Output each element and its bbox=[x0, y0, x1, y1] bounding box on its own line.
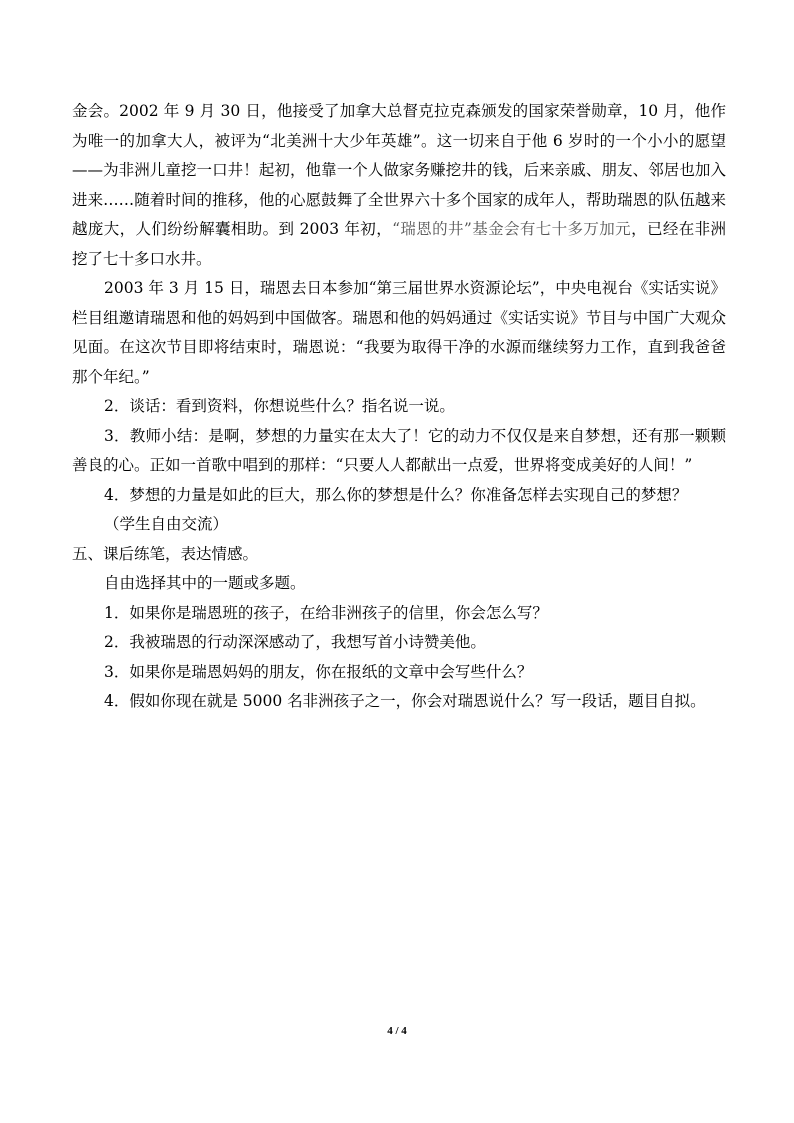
page-number: 4 / 4 bbox=[387, 1025, 407, 1037]
paragraph-foundation-summary bbox=[72, 97, 726, 274]
paragraph-student-exchange: （学生自由交流） bbox=[104, 515, 229, 533]
exercise-item-2: 2．我被瑞恩的行动深深感动了，我想写首小诗赞美他。 bbox=[104, 633, 486, 651]
paragraph-choose-topics: 自由选择其中的一题或多题。 bbox=[104, 574, 306, 592]
paragraph-item-3-summary: 3．教师小结：是啊，梦想的力量实在太大了！它的动力不仅仅是来自梦想，还有那一颗颗善良的心。正如一首歌中唱到的那样：“只要人人都献出一点爱，世界将变成美好的人间！” bbox=[72, 426, 726, 474]
section-heading-five: 五、课后练笔，表达情感。 bbox=[72, 544, 259, 563]
text-span: ，已经在非洲挖了七十多口水井。 bbox=[72, 220, 726, 268]
exercise-item-3: 3．如果你是瑞恩妈妈的朋友，你在报纸的文章中会写些什么？ bbox=[104, 662, 533, 681]
paragraph-cctv-visit: 2003 年 3 月 15 日，瑞恩去日本参加“第三届世界水资源论坛”，中央电视台《实话实说》栏目组邀请瑞恩和他的妈妈到中国做客。瑞恩和他的妈妈通过《实话实说》节目与中国广大观众见面。在这次节目即将结束时，瑞恩说：“我要为取得干净的水源而继续努力工作，直到我爸爸那个年纪。” bbox=[72, 279, 726, 386]
paragraph-item-2-talk: 2．谈话：看到资料，你想说些什么？指名说一说。 bbox=[104, 397, 455, 415]
exercise-item-1: 1．如果你是瑞恩班的孩子，在给非洲孩子的信里，你会怎么写？ bbox=[104, 603, 548, 622]
document-body bbox=[72, 97, 726, 717]
text-span: 金会。2002 年 9 月 30 日，他接受了加拿大总督克拉克森颁发的国家荣誉勋章，10 月，他作为唯一的加拿大人，被评为“北美洲十大少年英雄”。这一切来自于他 6 岁时的一个小小的愿望——为非洲儿童挖一口井！起初，他靠一个人做家务赚挖井的钱，后来亲戚、朋友、邻居也加入进来……随着时间的推移，他的心愿鼓舞了全世界六十多个国家的成年人，帮助瑞恩的队伍越来越庞大，人们纷纷解囊相助。到 2003 年初， bbox=[72, 102, 726, 238]
exercise-item-4: 4．假如你现在就是 5000 名非洲孩子之一，你会对瑞恩说什么？写一段话，题目自拟。 bbox=[104, 692, 706, 710]
text-span-highlight: “瑞恩的井”基金会有七十多万加元 bbox=[392, 220, 632, 238]
paragraph-item-4-dream: 4．梦想的力量是如此的巨大，那么你的梦想是什么？你准备怎样去实现自己的梦想？ bbox=[104, 485, 688, 504]
